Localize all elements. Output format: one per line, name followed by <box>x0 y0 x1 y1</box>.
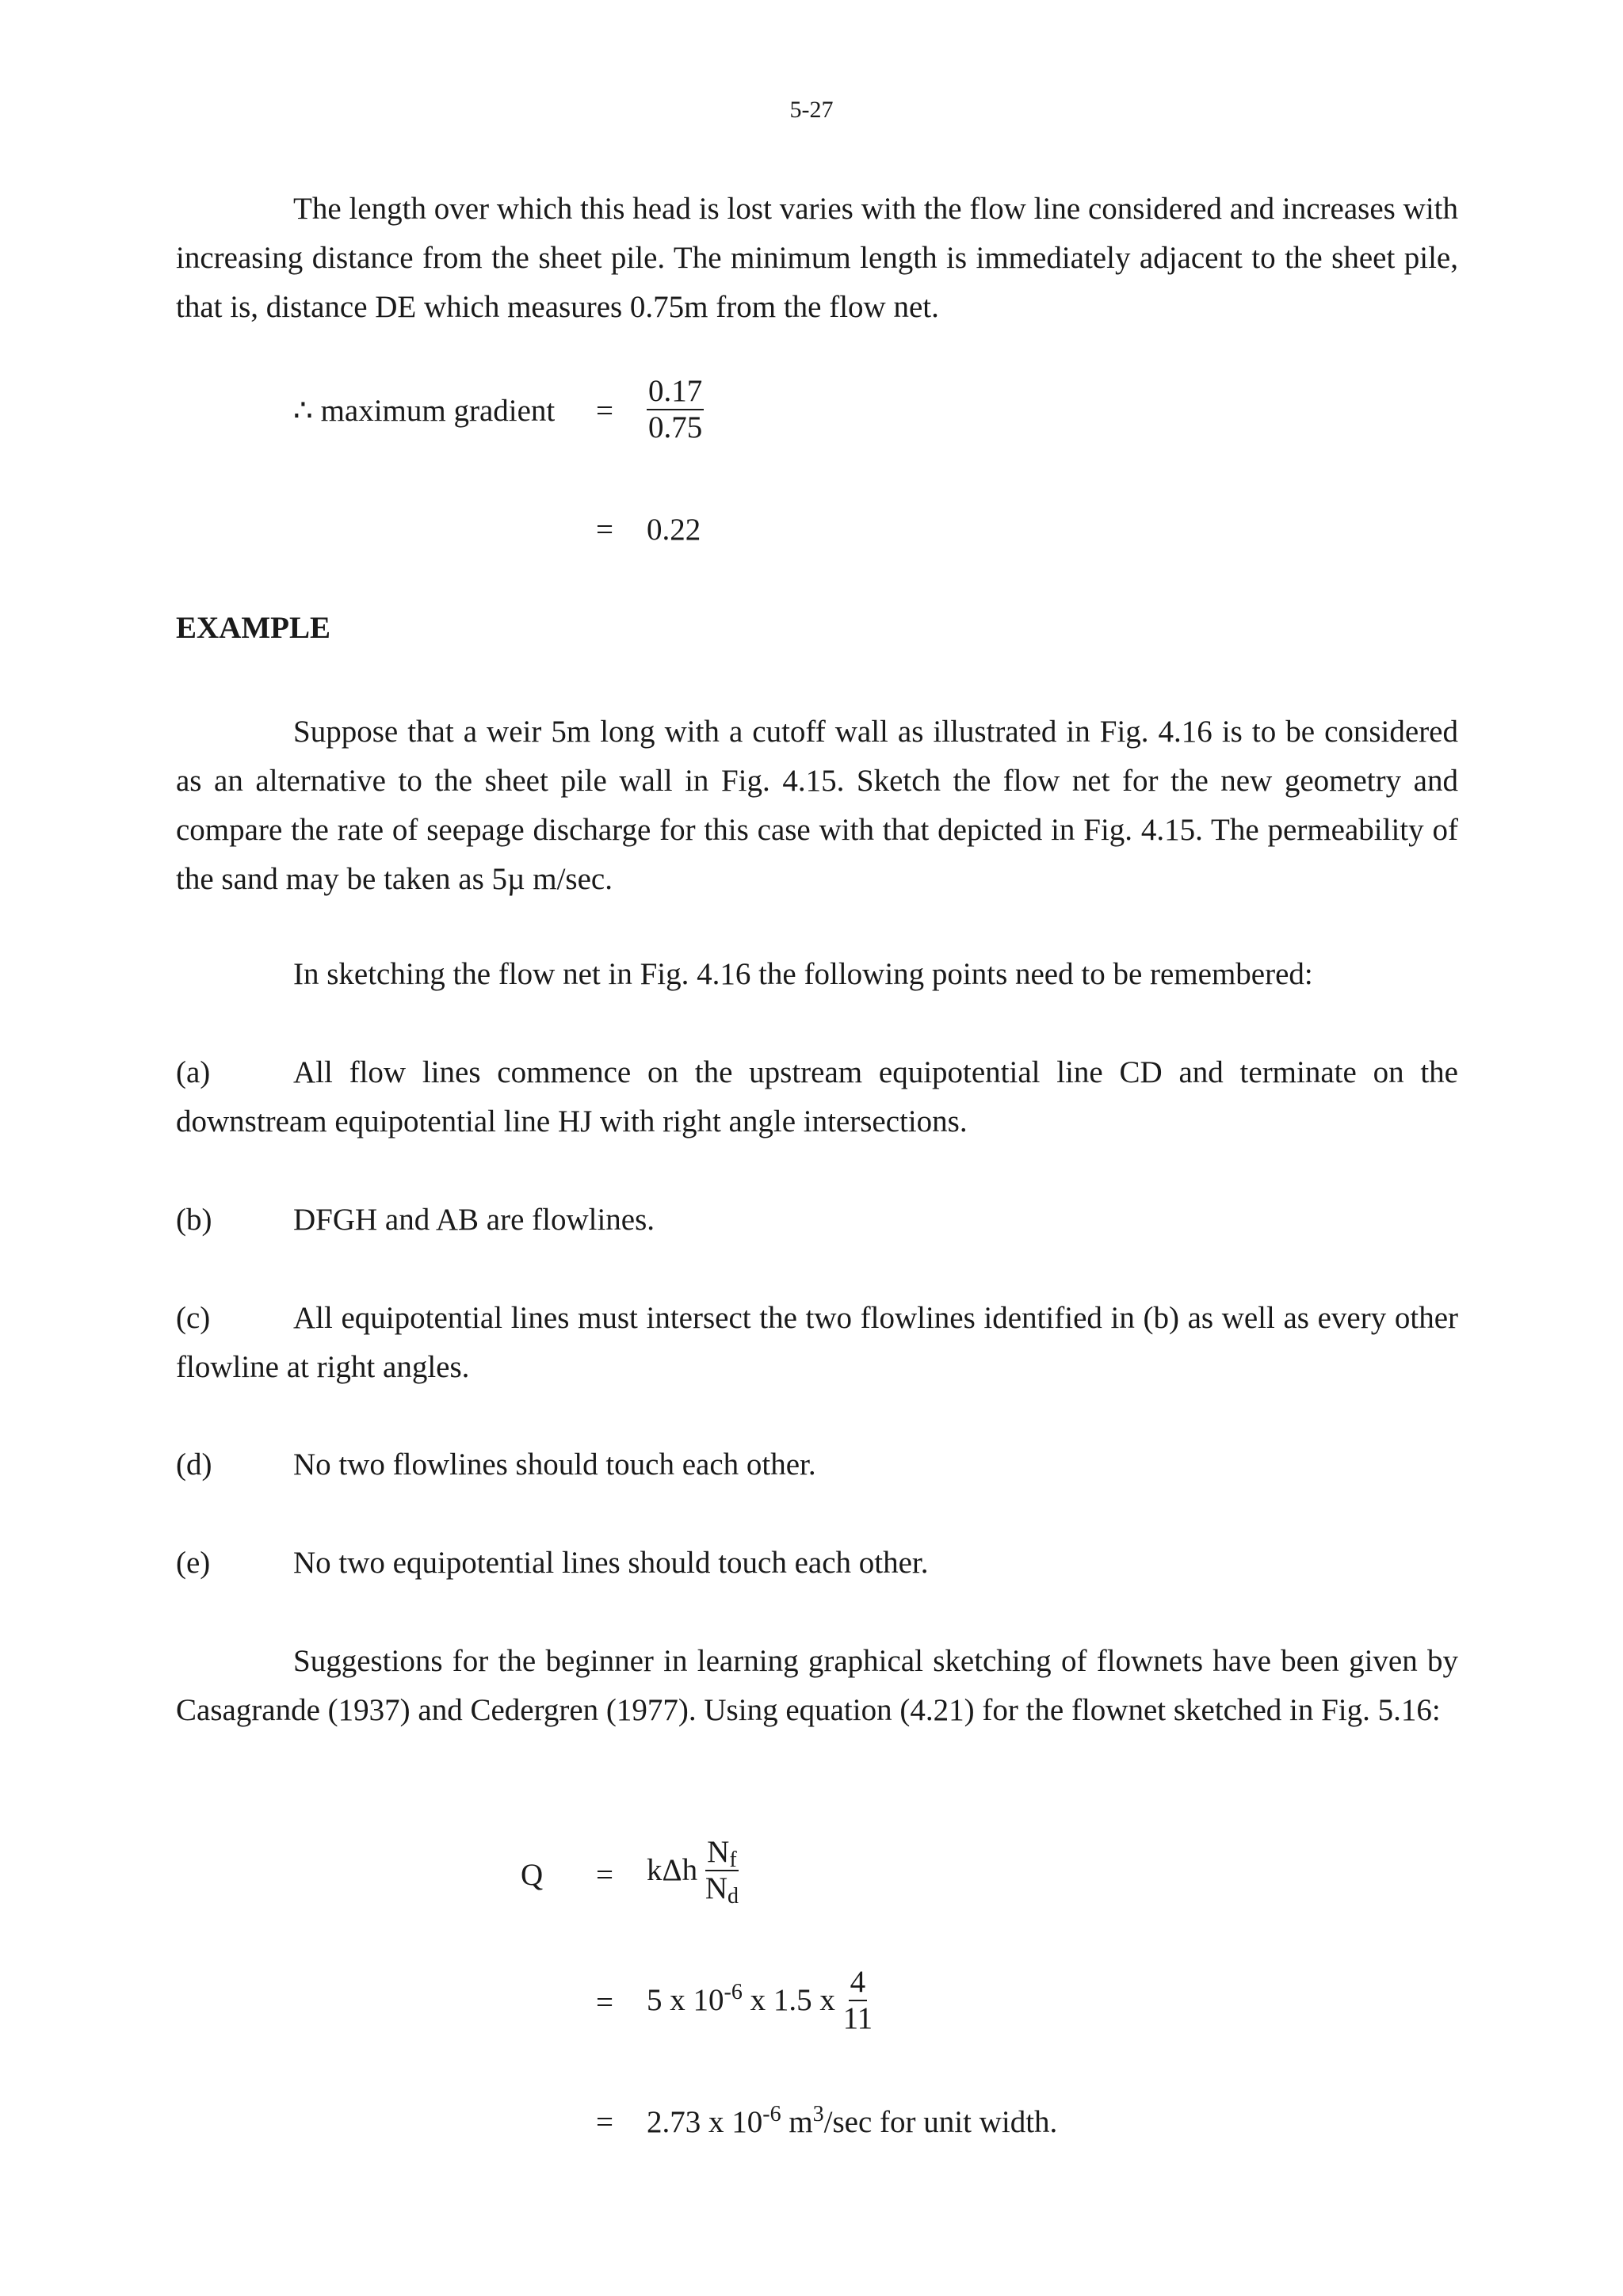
discharge-k-value: 5 x 10 <box>647 1983 724 2017</box>
point-label: (e) <box>176 1546 211 1580</box>
point-label: (b) <box>176 1203 212 1237</box>
point-text: All equipotential lines must intersect the two flowlines identified in (b) as well as every other flowline at right angles. <box>176 1301 1458 1384</box>
point-label: (d) <box>176 1447 212 1482</box>
drop-count-symbol: N <box>705 1871 728 1905</box>
discharge-head-value: x 1.5 x <box>742 1983 835 2017</box>
gradient-label: ∴ maximum gradient <box>293 394 556 428</box>
discharge-equals-2: = <box>596 1985 613 2019</box>
point-label: (a) <box>176 1055 211 1089</box>
point-text: DFGH and AB are flowlines. <box>293 1203 655 1237</box>
discharge-k-exponent: -6 <box>724 1980 743 2004</box>
example-paragraph: Suppose that a weir 5m long with a cutoff wall as illustrated in Fig. 4.16 is to be considered as an alternative to the sheet pile wall in Fig. 4.15. Sketch the flow net for the new geometry and compare the rate of seepage discharge for this case with that depicted in Fig. 4.15. The permeability of the sand may be taken as 5µ m/sec. <box>176 715 1458 896</box>
point-text: All flow lines commence on the upstream equipotential line CD and terminate on the downstream equipotential line HJ with right angle intersections. <box>176 1055 1458 1138</box>
drop-count-subscript: d <box>727 1884 739 1909</box>
discharge-result-unit-exponent: 3 <box>812 2102 824 2126</box>
flowline-count-symbol: N <box>707 1835 730 1869</box>
point-text: No two flowlines should touch each other. <box>293 1447 816 1482</box>
discharge-result-unit: m <box>781 2105 813 2139</box>
flowline-count-subscript: f <box>729 1848 737 1872</box>
discharge-nd-value: 11 <box>842 2001 873 2035</box>
gradient-result-equals: = <box>596 513 613 547</box>
discharge-result <box>647 2104 1057 2141</box>
discharge-result-value: 2.73 x 10 <box>647 2105 763 2139</box>
gradient-equals: = <box>596 394 613 428</box>
discharge-lhs: Q <box>521 1858 544 1892</box>
discharge-formula <box>647 1835 739 1909</box>
suggestions-paragraph: Suggestions for the beginner in learning graphical sketching of flownets have been given by Casagrande (1937) and Cedergren (1977). Using equation (4.21) for the flownet sketched in Fig. 5.16: <box>176 1644 1458 1727</box>
discharge-substitution <box>647 1965 873 2036</box>
discharge-result-exponent: -6 <box>762 2102 781 2126</box>
discharge-result-suffix: /sec for unit width. <box>823 2105 1058 2139</box>
discharge-nf-value: 4 <box>849 1965 868 2001</box>
gradient-result: 0.22 <box>647 513 701 547</box>
gradient-fraction <box>647 374 704 445</box>
discharge-k-delta-h: kΔh <box>647 1853 698 1887</box>
example-heading: EXAMPLE <box>176 611 330 645</box>
page-number: 5-27 <box>789 97 834 123</box>
gradient-numerator: 0.17 <box>647 374 704 410</box>
point-text: No two equipotential lines should touch each other. <box>293 1546 929 1580</box>
points-intro: In sketching the flow net in Fig. 4.16 the following points need to be remembered: <box>293 957 1313 991</box>
gradient-denominator: 0.75 <box>648 410 703 444</box>
discharge-equals-1: = <box>596 1858 613 1892</box>
discharge-equals-3: = <box>596 2105 613 2139</box>
point-label: (c) <box>176 1301 211 1335</box>
intro-paragraph: The length over which this head is lost varies with the flow line considered and increases with increasing distance from the sheet pile. The minimum length is immediately adjacent to the sheet pile, that is, distance DE which measures 0.75m from the flow net. <box>176 192 1458 324</box>
